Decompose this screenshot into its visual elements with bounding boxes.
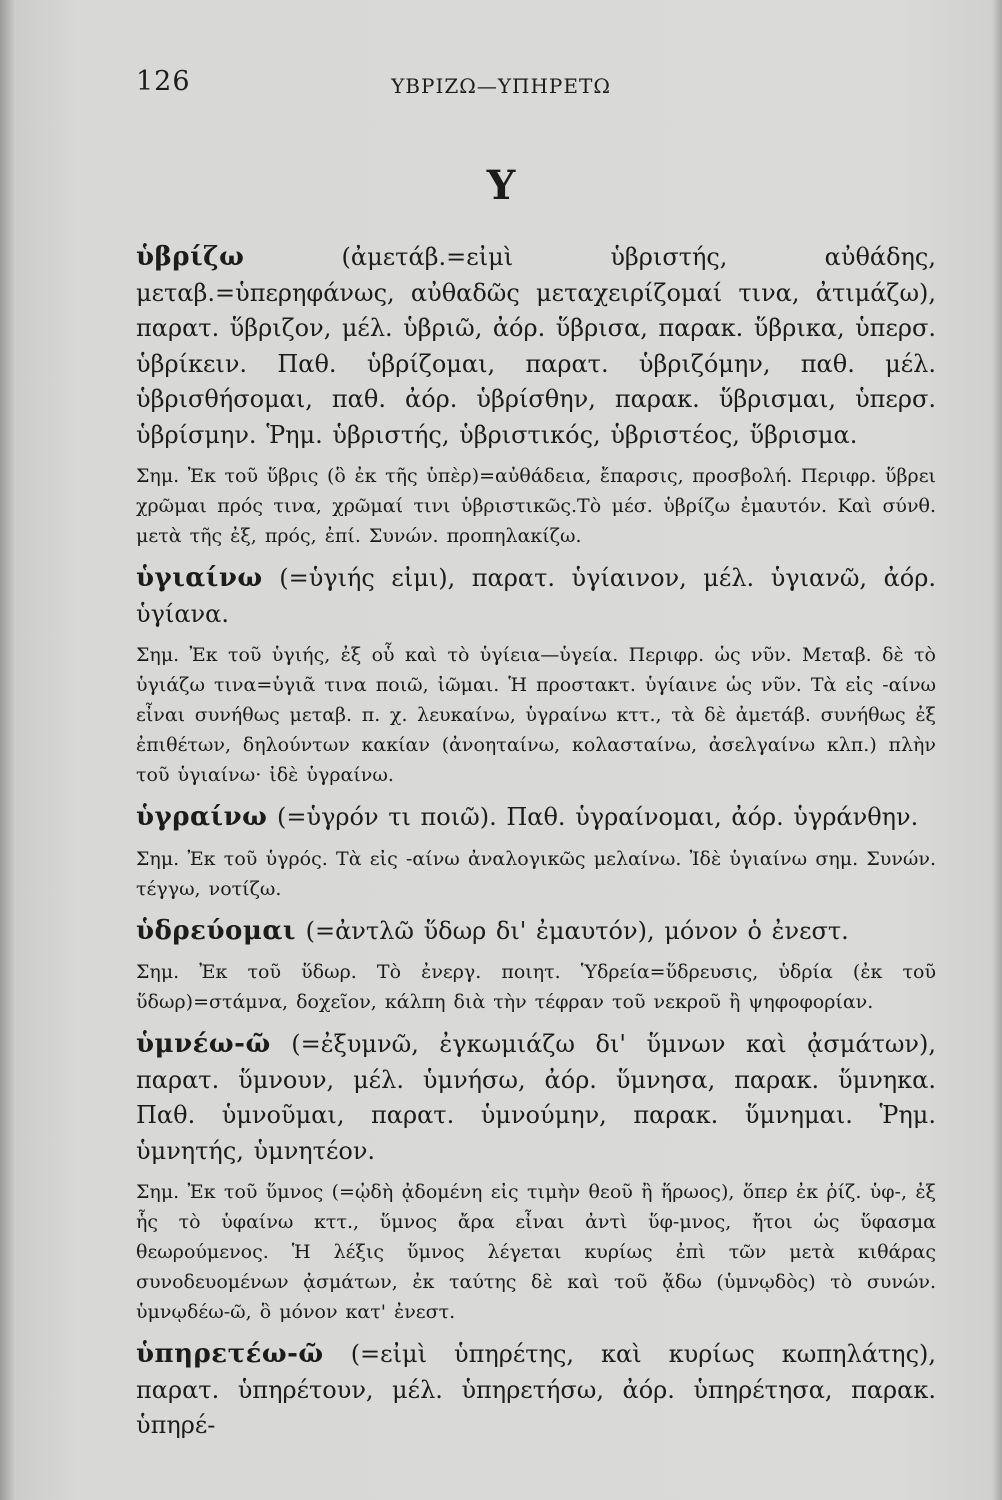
entry-note: Σημ. Ἐκ τοῦ ὕδωρ. Τὸ ἐνεργ. ποιητ. Ὑδρεία=ὕδρευσις, ὑδρία (ἐκ τοῦ ὕδωρ)=στάμνα, δοχεῖον, κάλπη διὰ τὴν τέφραν τοῦ νεκροῦ ἢ ψηφοφορίαν.: [136, 961, 936, 1013]
page-edge-shadow: [992, 0, 1002, 1500]
headword: ὑγραίνω: [136, 802, 268, 832]
entry-hygraino: [136, 800, 936, 836]
headword: ὑβρίζω: [136, 242, 245, 272]
headword: ὑμνέω-ῶ: [136, 1029, 271, 1059]
entry-hypereteo: [136, 1337, 936, 1444]
entry-note: Σημ. Ἐκ τοῦ ὕμνος (=ᾠδὴ ᾀδομένη εἰς τιμὴν θεοῦ ἢ ἥρωος), ὅπερ ἐκ ῥίζ. ὑφ-, ἐξ ἧς τὸ ὑφαίνω κττ., ὕμνος ἄρα εἶναι ἀντὶ ὕφ-μνος, ἤτοι ὡς ὕφασμα θεωρούμενος. Ἡ λέξις ὕμνος λέγεται κυρίως ἐπὶ τῶν μετὰ κιθάρας συνοδευομένων ᾀσμάτων, ἐκ ταύτης δὲ καὶ τοῦ ᾄδω (ὑμνῳδὸς) τὸ συνών. ὑμνῳδέω-ῶ, ὃ μόνον κατ' ἐνεστ.: [136, 1181, 936, 1323]
page-spine-shadow: [0, 0, 14, 1500]
headword: ὑδρεύομαι: [136, 915, 296, 946]
entry-hymneo: [136, 1027, 936, 1169]
entry-body: (=ἀντλῶ ὕδωρ δι' ἐμαυτόν), μόνον ὁ ἐνεστ.: [295, 916, 849, 945]
entry-note: Σημ. Ἐκ τοῦ ὕβρις (ὃ ἐκ τῆς ὑπὲρ)=αὐθάδεια, ἔπαρσις, προσβολή. Περιφρ. ὕβρει χρῶμαι πρός τινα, χρῶμαί τινι ὑβριστικῶς.Τὸ μέσ. ὑβρίζω ἐμαυτόν. Καὶ σύνθ. μετὰ τῆς ἐξ, πρός, ἐπί. Συνών. προπηλακίζω.: [136, 465, 936, 547]
page-number: 126: [136, 66, 191, 97]
headword: ὑγιαίνω: [136, 563, 263, 593]
running-head: ΥΒΡΙΖΩ—ΥΠΗΡΕΤΩ: [391, 74, 611, 98]
entry-hybrizo: [136, 240, 936, 453]
entry-note: Σημ. Ἐκ τοῦ ὑγρός. Τὰ εἰς -αίνω ἀναλογικῶς μελαίνω. Ἰδὲ ὑγιαίνω σημ. Συνών. τέγγω, νοτίζω.: [136, 847, 936, 900]
entry-body: (=ὑγρόν τι ποιῶ). Παθ. ὑγραίνομαι, ἀόρ. ὑγράνθην.: [267, 803, 919, 831]
entry-hygiaino: [136, 561, 936, 632]
headword: ὑπηρετέω-ῶ: [136, 1339, 324, 1369]
entry-note: Σημ. Ἐκ τοῦ ὑγιής, ἐξ οὗ καὶ τὸ ὑγίεια—ὑγεία. Περιφρ. ὡς νῦν. Μεταβ. δὲ τὸ ὑγιάζω τινα=ὑγιᾶ τινα ποιῶ, ἰῶμαι. Ἡ προστακτ. ὑγίαινε ὡς νῦν. Τὰ εἰς -αίνω εἶναι συνήθως μεταβ. π. χ. λευκαίνω, ὑγραίνω κττ., τὰ δὲ ἀμετάβ. συνήθως ἐξ ἐπιθέτων, δηλούντων κακίαν (ἀνοηταίνω, κολασταίνω, ἀσελγαίνω κλπ.) πλὴν τοῦ ὑγιαίνω· ἰδὲ ὑγραίνω.: [136, 644, 936, 786]
entry-body: (ἀμετάβ.=εἰμὶ ὑβριστής, αὐθάδης, μεταβ.=ὑπερηφάνως, αὐθαδῶς μεταχειρίζομαί τινα, ἀτιμάζω), παρατ. ὕβριζον, μέλ. ὑβριῶ, ἀόρ. ὕβρισα, παρακ. ὕβρικα, ὑπερσ. ὑβρίκειν. Παθ. ὑβρίζομαι, παρατ. ὑβριζόμην, παθ. μέλ. ὑβρισθήσομαι, παθ. ἀόρ. ὑβρίσθην, παρακ. ὕβρισμαι, ὑπερσ. ὑβρίσμην. Ῥημ. ὑβριστής, ὑβριστικός, ὑβριστέος, ὕβρισμα.: [136, 243, 936, 449]
entry-body: (=εἰμὶ ὑπηρέτης, καὶ κυρίως κωπηλάτης), παρατ. ὑπηρέτουν, μέλ. ὑπηρετήσω, ἀόρ. ὑπηρέτησα, παρακ. ὑπηρέ-: [136, 1340, 936, 1439]
section-letter: Υ: [486, 162, 516, 209]
entry-body: (=ὑγιής εἰμι), παρατ. ὑγίαινον, μέλ. ὑγιανῶ, ἀόρ. ὑγίανα.: [136, 564, 936, 628]
dictionary-content: [136, 240, 936, 1450]
entry-hydreuomai: [136, 914, 936, 950]
entry-body: (=ἐξυμνῶ, ἐγκωμιάζω δι' ὕμνων καὶ ᾀσμάτων), παρατ. ὕμνουν, μέλ. ὑμνήσω, ἀόρ. ὕμνησα, παρακ. ὕμνηκα. Παθ. ὑμνοῦμαι, παρατ. ὑμνούμην, παρακ. ὕμνημαι. Ῥημ. ὑμνητής, ὑμνητέον.: [136, 1030, 936, 1165]
